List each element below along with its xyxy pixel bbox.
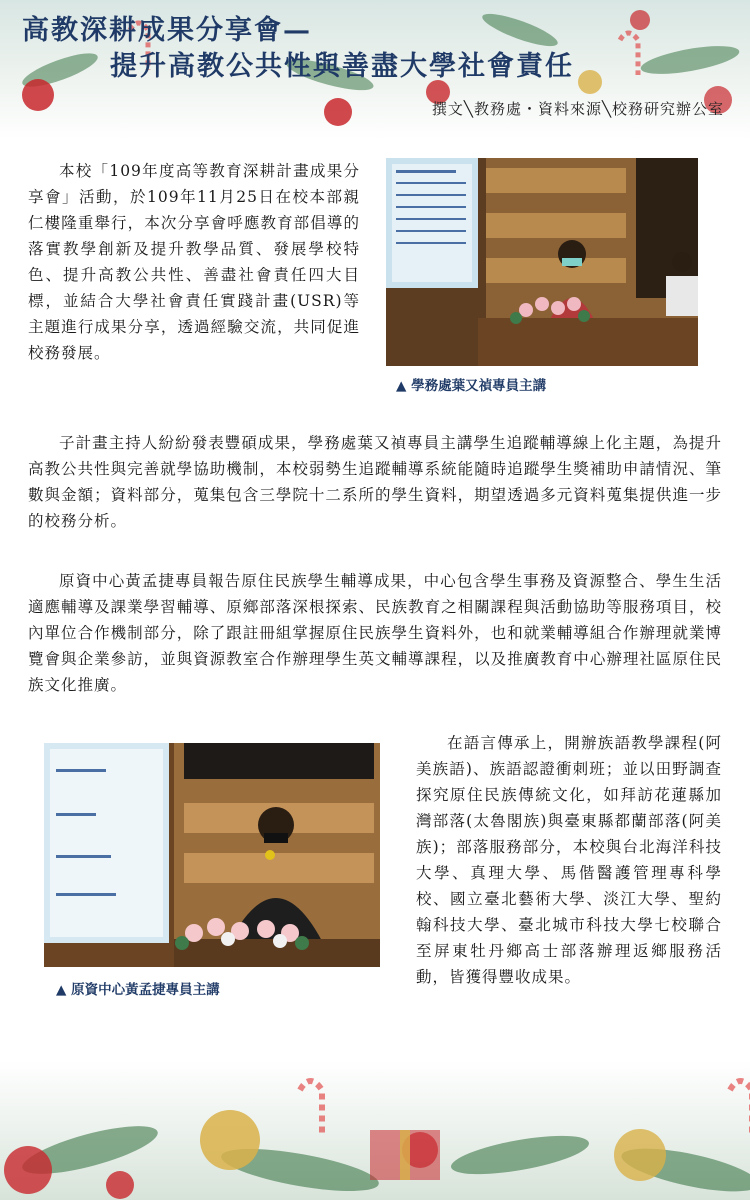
speaker-photo-illustration [386,158,698,366]
footer-decoration [0,1060,750,1200]
christmas-ornament-decoration-bottom [0,1060,750,1200]
speaker-photo-illustration-2 [44,743,380,967]
paragraph-4: 在語言傳承上，開辦族語教學課程(阿美族語)、族語認證衝刺班；並以田野調查探究原住民族傳統文化，如拜訪花蓮縣加灣部落(太魯閣族)與臺東縣都蘭部落(阿美族)；部落服務部分，本校與台北海洋科技大學、真理大學、馬偕醫護管理專科學校、國立臺北藝術大學、淡江大學、聖約翰科技大學、臺北城市科技大學七校聯合至屏東牡丹鄉高士部落辦理返鄉服務活動，皆獲得豐收成果。 [416,734,722,986]
paragraph-2: 子計畫主持人紛紛發表豐碩成果，學務處葉又禎專員主講學生追蹤輔導線上化主題，為提升高教公共性與完善就學協助機制，本校弱勢生追蹤輔導系統能隨時追蹤學生獎補助申請情況、筆數與金額；資料部分，蒐集包含三學院十二系所的學生資料，期望透過多元資料蒐集提供進一步的校務分析。 [28,434,722,530]
photo-speaker-2 [44,743,380,967]
byline: 撰文╲教務處・資料來源╲校務研究辦公室 [431,100,724,118]
page-title-line1: 高教深耕成果分享會— [22,15,312,46]
paragraph-1: 本校「109年度高等教育深耕計畫成果分享會」活動，於109年11月25日在校本部親仁樓隆重舉行，本次分享會呼應教育部倡導的落實教學創新及提升教學品質、發展學校特色、提升高教公共性、善盡社會責任四大目標，並結合大學社會責任實踐計畫(USR)等主題進行成果分享，透過經驗交流，共同促進校務發展。 [28,162,360,362]
paragraph-3: 原資中心黃孟捷專員報告原住民族學生輔導成果，中心包含學生事務及資源整合、學生生活適應輔導及課業學習輔導、原鄉部落深根探索、民族教育之相關課程與活動協助等服務項目，校內單位合作機制部分，除了跟註冊組掌握原住民族學生資料外，也和就業輔導組合作辦理就業博覽會與企業參訪，並與資源教室合作辦理學生英文輔導課程，以及推廣教育中心辦理社區原住民族文化推廣。 [28,572,722,694]
photo-caption-1: ▲ 學務處葉又禎專員主講 [396,378,547,394]
photo-speaker-1 [386,158,698,366]
photo-caption-2: ▲ 原資中心黃孟捷專員主講 [56,982,220,998]
page-title-line2: 提升高教公共性與善盡大學社會責任 [110,51,574,82]
